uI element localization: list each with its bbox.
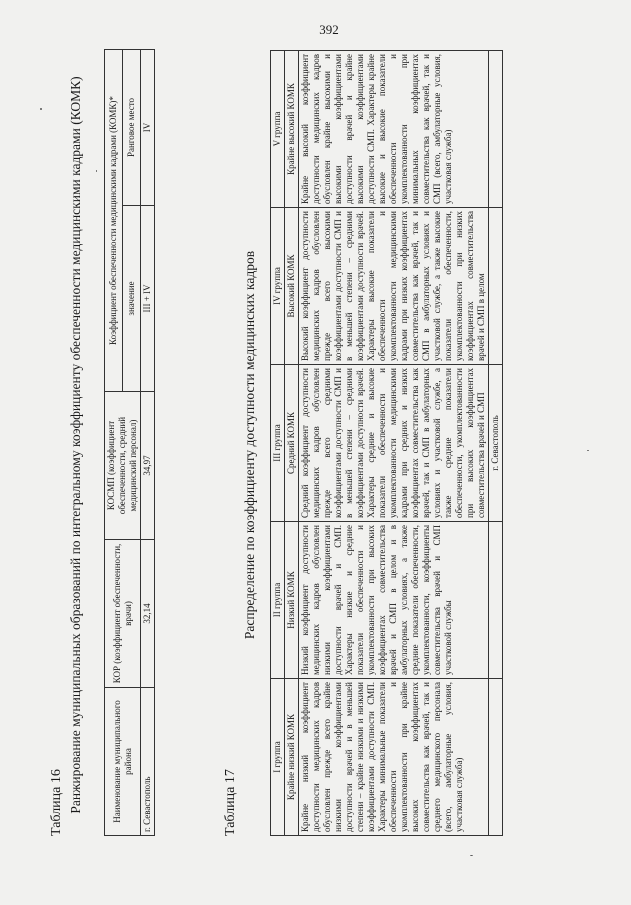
t17-district-1 <box>489 679 503 836</box>
table17-title: Распределение по коэффициенту доступности медицинских кадров <box>242 250 257 640</box>
t16-header-value: значение <box>123 206 141 392</box>
t16-cell-kosmp: 34,97 <box>141 392 155 540</box>
t17-district-4 <box>489 208 503 365</box>
table-row <box>299 51 489 836</box>
t17-level-5: Крайне высокий КОМК <box>285 51 299 208</box>
t16-cell-district: г. Севастополь <box>141 688 155 836</box>
t16-header-rank: Ранговое место <box>123 50 141 206</box>
t17-desc-2: Низкий коэффициент доступности медицинских кадров обусловлен низкими коэффициентами доступности врачей и СМП. Характеры низкие и средние показатели обеспеченности и укомплектованности при высоких коэффициентах совместительства врачей и СМП в целом и в амбулаторных условиях, а также средние показатели обеспеченности, укомплектованности, коэффициенты совместительства врачей и СМП участковой службы <box>299 522 489 679</box>
t17-group-2: II группа <box>271 522 285 679</box>
t17-group-4: IV группа <box>271 208 285 365</box>
t17-desc-5: Крайне высокий коэффициент доступности медицинских кадров обусловлен крайне высокими и высокими коэффициентами доступности врачей и крайне высокими коэффициентами доступности СМП. Характеры крайне высокие и высокие показатели обеспеченности и укомплектованности при минимальных коэффициентах совместительства как врачей, так и СМП (всего, амбулаторные условия, участковая служба) <box>299 51 489 208</box>
table17 <box>270 50 503 836</box>
t17-desc-3: Средний коэффициент доступности медицинских кадров обусловлен прежде всего средними коэффициентами доступности СМП и в меньшей степени – средними коэффициентами доступности врачей. Характеры средние и высокие показатели обеспеченности и укомплектованности медицинскими кадрами при средних и низких коэффициентах совместительства как врачей, так и СМП в амбулаторных условиях и участковой службе, а также средние показатели обеспеченности, укомплектованности при высоких коэффициентах совместительства врачей и СМП <box>299 365 489 522</box>
t16-cell-rank: IV <box>141 50 155 206</box>
t17-district-2 <box>489 522 503 679</box>
t16-header-komk: Коэффициент обеспеченности медицинскими кадрами (КОМК)* <box>105 50 123 392</box>
table-row <box>489 51 503 836</box>
page-number: 392 <box>319 22 339 37</box>
t16-header-district: Наименование муниципального района <box>105 688 141 836</box>
rotated-page-content <box>34 32 594 850</box>
t17-desc-4: Высокий коэффициент доступности медицинских кадров обусловлен прежде всего высокими коэффициентами доступности СМП и в меньшей степени – средними коэффициентами доступности врачей. Характеры высокие показатели обеспеченности и укомплектованности медицинскими кадрами при низких коэффициентах совместительства как врачей, так и СМП в амбулаторных условиях и участковой службе, а также высокие показатели обеспеченности, укомплектованности при низких коэффициентах совместительства врачей и СМП в целом <box>299 208 489 365</box>
scan-speck <box>587 450 589 451</box>
table16-title: Ранжирование муниципальных образований по интегральному коэффициенту обеспеченности медицинскими кадрами (КОМК) <box>68 76 83 814</box>
t17-level-4: Высокий КОМК <box>285 208 299 365</box>
table16-label: Таблица 16 <box>49 769 64 836</box>
t16-cell-value: III + IV <box>141 206 155 392</box>
t16-header-kosmp: КОСМП (коэффициент обеспеченности, средний медицинский персонал) <box>105 392 141 540</box>
scan-speck <box>96 170 97 172</box>
table17-label: Таблица 17 <box>223 769 238 836</box>
table-row <box>141 50 155 836</box>
t17-group-1: I группа <box>271 679 285 836</box>
t17-level-1: Крайне низкий КОМК <box>285 679 299 836</box>
t17-level-2: Низкий КОМК <box>285 522 299 679</box>
t17-level-3: Средний КОМК <box>285 365 299 522</box>
t17-group-3: III группа <box>271 365 285 522</box>
t17-district-5 <box>489 51 503 208</box>
t17-district-3: г. Севастополь <box>489 365 503 522</box>
t17-group-5: V группа <box>271 51 285 208</box>
t16-header-kor: КОР (коэффициент обеспеченности, врачи) <box>105 540 141 688</box>
t16-cell-kor: 32,14 <box>141 540 155 688</box>
table16 <box>104 49 155 836</box>
scan-speck <box>470 855 473 856</box>
t17-desc-1: Крайне низкий коэффициент доступности медицинских кадров обусловлен прежде всего крайне низкими коэффициентами доступности врачей и в меньшей степени – крайне низкими и низкими коэффициентами доступности СМП. Характеры минимальные показатели обеспеченности и укомплектованности при крайне высоких коэффициентах совместительства как врачей, так и среднего медицинского персонала (всего, амбулаторные условия, участковая служба) <box>299 679 489 836</box>
scan-speck <box>40 108 42 110</box>
